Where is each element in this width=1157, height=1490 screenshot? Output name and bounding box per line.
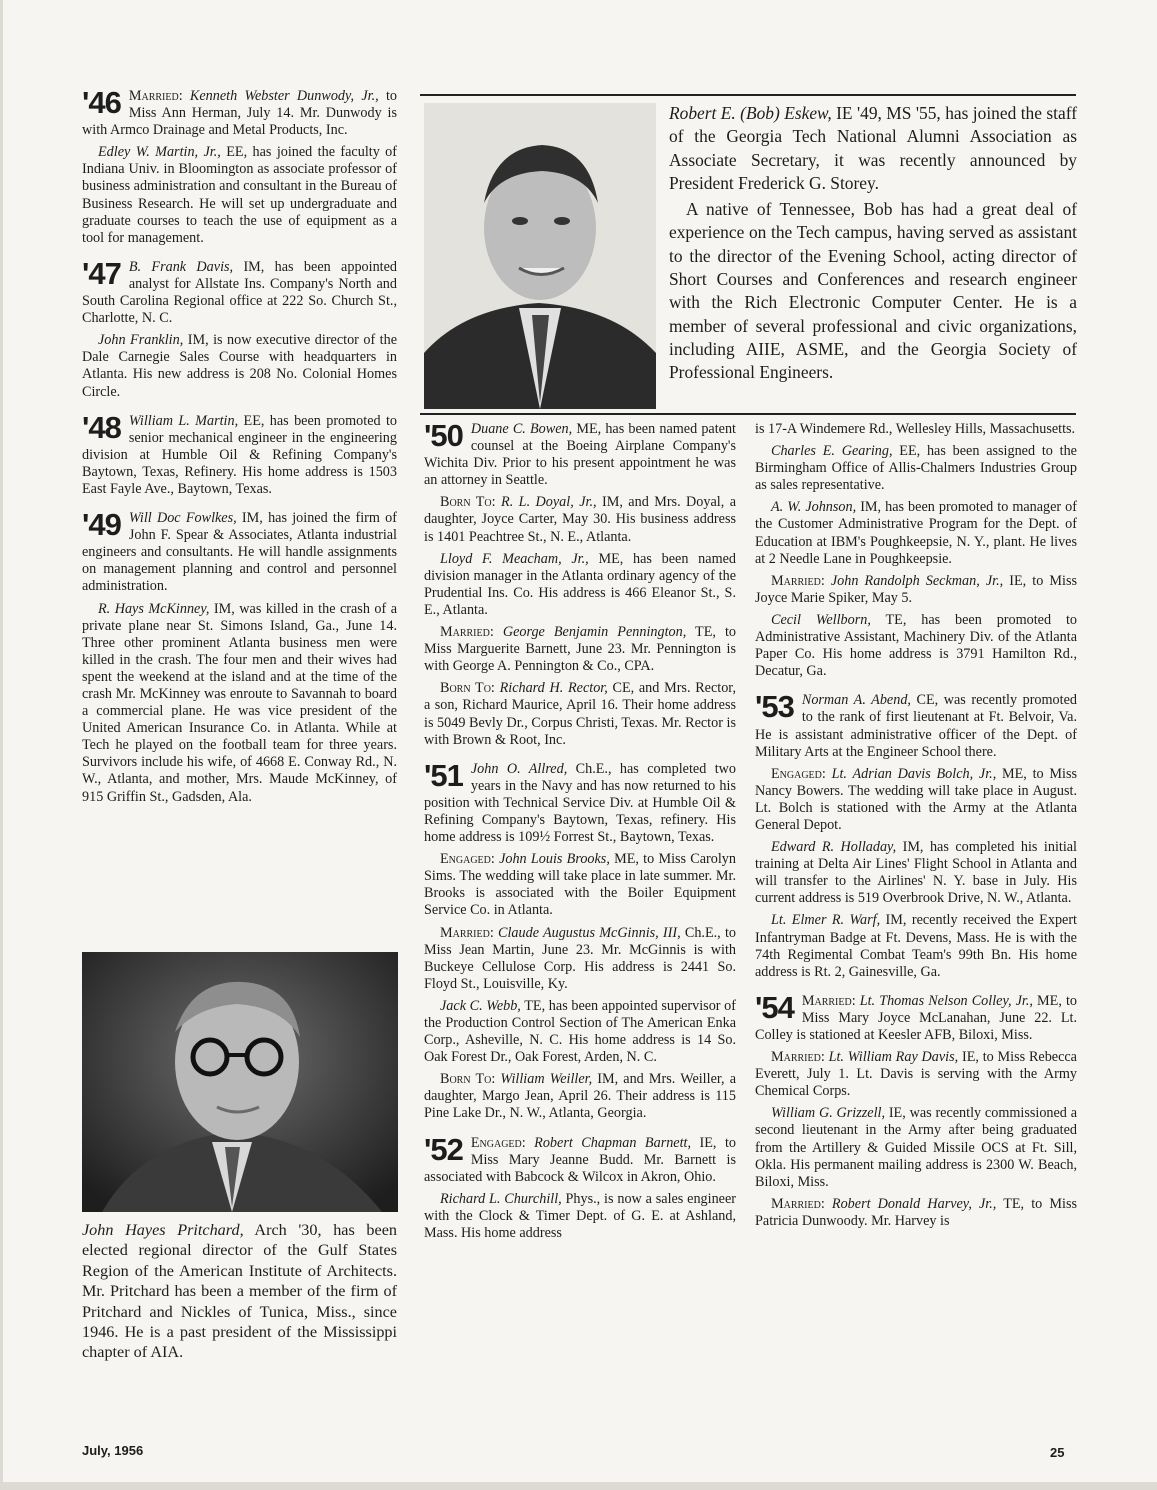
entry-type-label: Married:: [771, 1049, 825, 1066]
entry-text: CE, and Mrs. Rector, a son, Richard Maurice, April 16. Their home address is 5049 Bevly Dr., Corpus Christi, Texas. Mr. Rector is with Brown & Root, Inc.: [424, 680, 736, 748]
entry-type-label: Born To:: [440, 494, 496, 511]
person-name: William L. Martin,: [128, 412, 239, 429]
entry-text: ME, to Miss Mary Joyce McLanahan, June 22. Lt. Colley is stationed at Keesler AFB, Biloxi, Miss.: [755, 992, 1077, 1043]
entry-text: IE, to Miss Joyce Marie Spiker, May 5.: [755, 572, 1077, 606]
class-year: '49: [82, 507, 121, 543]
entry-text: IM, was killed in the crash of a private plane near St. Simons Island, Ga., June 14. Three other prominent Atlanta business men were killed in the crash. The four men and their wives had spent the weekend at the island and at the time of the crash Mr. McKinney was enroute to Savannah to board a commercial plane. He was vice president of the United American Insurance Co. in Atlanta. While at Tech he played on the football team for three years. Survivors include his wife, of 4668 E. Conway Rd., N. W., Atlanta, and mother, Mrs. Maude McKinney, of 915 Griffin St., Gadsden, Ala.: [82, 600, 397, 805]
entry-text: IM, has completed his initial training at Delta Air Lines' Flight School in Atlanta and will transfer to the Airlines' N. Y. base in July. His current address is 519 Overbrook Drive, N. W., Atlanta.: [755, 839, 1078, 907]
class-year: '50: [424, 418, 463, 453]
entry-paragraph: [424, 418, 736, 489]
entry-text: A native of Tennessee, Bob has had a great deal of experience on the Tech campus, having served as assistant to the director of the Evening School, acting director of Short Courses and Conferences and research engineer with the Rich Electronic Computer Center. He is a member of several professional and civic organizations, including AIIE, ASME, and the Georgia Society of Professional Engineers.: [669, 199, 1077, 383]
entry-type-label: Married:: [128, 88, 183, 104]
person-name: Richard H. Rector,: [494, 680, 608, 697]
page-bottom-edge: [0, 1482, 1157, 1490]
entry-type-label: Engaged:: [470, 1134, 526, 1151]
person-name: Robert Donald Harvey, Jr.,: [824, 1195, 997, 1212]
person-name: Cecil Wellborn,: [771, 611, 871, 628]
entry-type-label: Married:: [440, 924, 494, 941]
person-name: Kenneth Webster Dunwody, Jr.,: [182, 88, 379, 104]
person-name: Claude Augustus McGinnis, III,: [493, 924, 681, 941]
entry-paragraph: [755, 443, 1077, 494]
entry-paragraph: [424, 851, 736, 919]
class-year-entry: [82, 85, 398, 247]
class-year-entry: [424, 1131, 736, 1243]
entry-paragraph: [424, 998, 736, 1066]
entry-paragraph: [755, 499, 1077, 567]
person-name: Charles E. Gearing,: [771, 443, 893, 460]
person-name: Lt. Thomas Nelson Colley, Jr.,: [855, 992, 1033, 1009]
person-name: Robert Chapman Barnett,: [525, 1134, 692, 1151]
person-name: Lt. William Ray Davis,: [824, 1049, 959, 1066]
eskew-photo: [424, 103, 656, 409]
entry-text: IM, is now executive director of the Dale Carnegie Sales Course with headquarters in Atlanta. His new address is 208 No. Colonial Homes Circle.: [82, 332, 398, 400]
person-name: B. Frank Davis,: [128, 258, 234, 275]
pritchard-photo: [82, 952, 398, 1212]
portrait-illustration: [82, 952, 398, 1212]
entry-text: Arch '30, has been elected regional director of the Gulf States Region of the American Institute of Architects. Mr. Pritchard has been a member of the firm of Pritchard and Nickles of Tunica, Miss., since 1946. He is a past president of the Mississippi chapter of AIA.: [82, 1221, 397, 1362]
person-name: John Franklin,: [98, 332, 184, 349]
entry-text: IM, has been promoted to manager of the Customer Administrative Program for the Dept. of Education at IBM's Poughkeepsie, N. Y., plant. He lives at 2 Needle Lane in Poughkeepsie.: [755, 499, 1078, 567]
person-name: Lt. Elmer R. Warf,: [771, 912, 881, 929]
eskew-feature: [669, 102, 1077, 388]
person-name: A. W. Johnson,: [771, 499, 857, 516]
entry-text: EE, has been promoted to senior mechanical engineer in the engineering division at Humble Oil & Refining Company's Baytown, Texas, Refinery. His home address is 1503 East Fayle Ave., Baytown, Texas.: [82, 412, 398, 497]
class-year: '53: [755, 689, 794, 725]
feature-bottom-rule: [420, 413, 1076, 415]
person-name: R. L. Doyal, Jr.,: [495, 494, 597, 511]
left-column: [82, 85, 398, 818]
entry-text: ME, to Miss Carolyn Sims. The wedding will take place in late summer. Mr. Brooks is associated with the Boiler Equipment Service Co. in Atlanta.: [424, 851, 736, 919]
class-year-entry: [82, 507, 398, 806]
entry-text: TE, to Miss Patricia Dunwoody. Mr. Harvey is: [755, 1195, 1077, 1229]
entry-text: IE '49, MS '55, has joined the staff of the Georgia Tech National Alumni Association as Associate Secretary, it was recently announced by President Frederick G. Storey.: [669, 103, 1077, 193]
entry-text: IM, has been appointed analyst for Allstate Ins. Company's North and South Carolina Regional office at 222 So. Church St., Charlotte, N. C.: [82, 258, 397, 327]
feature-paragraph: [669, 198, 1077, 384]
person-name: Duane C. Bowen,: [470, 421, 573, 437]
class-year-entry: [82, 409, 398, 498]
entry-paragraph: [82, 507, 398, 595]
class-year-entry: [82, 255, 398, 401]
entry-text: IE, to Miss Mary Jeanne Budd. Mr. Barnett is associated with Babcock & Wilcox in Akron, Ohio.: [424, 1134, 736, 1185]
entry-text: IM, has joined the firm of John F. Spear & Associates, Atlanta industrial engineers and consultants. He will handle assignments on management planning and control and personnel administration.: [82, 510, 398, 595]
entry-paragraph: [82, 144, 397, 247]
entry-paragraph: [755, 912, 1077, 980]
entry-paragraph: [424, 494, 736, 545]
person-name: Robert E. (Bob) Eskew,: [669, 103, 832, 123]
entry-paragraph: [82, 255, 397, 327]
entry-text: to Miss Ann Herman, July 14. Mr. Dunwody is with Armco Drainage and Metal Products, Inc.: [82, 88, 397, 139]
entry-paragraph: [424, 624, 736, 675]
entry-paragraph: [424, 925, 736, 993]
entry-paragraph: [755, 1196, 1077, 1230]
entry-type-label: Married:: [771, 572, 825, 589]
entry-paragraph: [755, 421, 1077, 438]
person-name: R. Hays McKinney,: [98, 600, 210, 617]
entry-paragraph: [755, 1049, 1077, 1100]
caption-paragraph: [82, 1220, 397, 1363]
class-year: '46: [82, 85, 121, 120]
right-column: [755, 421, 1077, 1242]
entry-paragraph: [424, 1071, 736, 1122]
portrait-illustration: [424, 103, 656, 409]
page-left-edge: [0, 0, 3, 1490]
class-year-entry: [424, 757, 736, 1123]
entry-type-label: Married:: [801, 992, 856, 1009]
entry-paragraph: [755, 989, 1077, 1044]
class-year: '48: [82, 409, 121, 445]
person-name: William Weiller,: [495, 1071, 593, 1088]
entry-text: Ch.E., has completed two years in the Navy and has now returned to his position with Technical Service Div. at Humble Oil & Refining Company's Baytown, Texas, refinery. His home address is 109½ Forrest St., Baytown, Texas.: [424, 760, 736, 846]
entry-text: IE, was recently commissioned a second lieutenant in the Army after being graduated from the Artillery & Guided Missile OCS at Ft. Sill, Okla. His permanent mailing address is 2300 W. Beach, Biloxi, Miss.: [755, 1105, 1078, 1190]
entry-text: ME, to Miss Nancy Bowers. The wedding will take place in August. Lt. Bolch is stationed with the Army at the Atlanta General Depot.: [755, 765, 1077, 833]
class-year: '52: [424, 1131, 463, 1167]
person-name: Richard L. Churchill,: [440, 1190, 562, 1207]
entry-text: IM, and Mrs. Doyal, a daughter, Joyce Carter, May 30. His business address is 1401 Peachtree St., N. E., Atlanta.: [424, 494, 737, 545]
class-year-entry: [755, 689, 1078, 981]
entry-text: is 17-A Windemere Rd., Wellesley Hills, Massachusetts.: [755, 421, 1076, 437]
entry-type-label: Engaged:: [771, 765, 826, 782]
entry-paragraph: [424, 757, 736, 846]
entry-paragraph: [82, 409, 398, 498]
entry-type-label: Born To:: [440, 1071, 496, 1088]
entry-type-label: Engaged:: [440, 851, 495, 868]
class-year: '47: [82, 255, 121, 291]
person-name: John Randolph Seckman, Jr.,: [824, 572, 1004, 589]
entry-paragraph: [755, 612, 1077, 680]
person-name: Lt. Adrian Davis Bolch, Jr.,: [825, 765, 997, 782]
entry-text: EE, has joined the faculty of Indiana Univ. in Bloomington as associate professor of business administration and consultant in the Bureau of Business Research. He will set up undergraduate and graduate courses to teach the use of equipment as a tool for management.: [82, 144, 398, 246]
class-year-entry: [755, 421, 1077, 680]
person-name: Lloyd F. Meacham, Jr.,: [440, 550, 589, 567]
entry-paragraph: [82, 332, 397, 400]
entry-paragraph: [82, 601, 397, 806]
class-year-entry: [755, 989, 1078, 1230]
entry-paragraph: [755, 1105, 1077, 1190]
page-number: 25: [1050, 1445, 1065, 1460]
person-name: Norman A. Abend,: [801, 692, 911, 709]
entry-text: ME, has been named patent counsel at the Boeing Airplane Company's Wichita Div. Prior to his present appointment he was an attorney in Seattle.: [424, 421, 736, 489]
entry-text: Phys., is now a sales engineer with the Clock & Timer Dept. of G. E. at Ashland, Mass. His home address: [424, 1190, 736, 1242]
person-name: Jack C. Webb,: [440, 997, 521, 1014]
class-year-entry: [424, 418, 737, 749]
entry-type-label: Married:: [440, 624, 494, 641]
entry-text: IM, recently received the Expert Infantryman Badge at Ft. Devens, Mass. He is with the 74th Regimental Combat Team's 99th Bn. His home address is Rt. 2, Gainesville, Ga.: [755, 912, 1077, 980]
entry-paragraph: [424, 551, 736, 619]
entry-type-label: Born To:: [440, 680, 495, 697]
entry-text: CE, was recently promoted to the rank of first lieutenant at Ft. Belvoir, Va. He is assistant administrative officer of the Dept. of Military Arts at the Engineer School there.: [755, 692, 1077, 760]
middle-column: [424, 418, 737, 1254]
entry-paragraph: [755, 573, 1077, 607]
person-name: John Hayes Pritchard,: [82, 1221, 244, 1239]
entry-type-label: Married:: [771, 1195, 825, 1212]
person-name: Will Doc Fowlkes,: [128, 510, 237, 527]
person-name: Edward R. Holladay,: [771, 839, 897, 856]
entry-paragraph: [424, 1131, 736, 1186]
feature-paragraph: [669, 102, 1077, 195]
person-name: Edley W. Martin, Jr.,: [98, 144, 221, 161]
entry-paragraph: [755, 689, 1077, 760]
person-name: George Benjamin Pennington,: [493, 624, 687, 641]
entry-text: TE, to Miss Marguerite Barnett, June 23. Mr. Pennington is with George A. Pennington & Co., CPA.: [424, 624, 736, 675]
class-year: '54: [755, 989, 794, 1025]
feature-top-rule: [420, 94, 1076, 96]
entry-text: IM, and Mrs. Weiller, a daughter, Margo Jean, April 26. Their address is 115 Pine Lake Dr., N. W., Atlanta, Georgia.: [424, 1071, 736, 1122]
class-year: '51: [424, 757, 463, 793]
person-name: John Louis Brooks,: [494, 851, 610, 868]
entry-text: ME, has been named division manager in the Atlanta ordinary agency of the Prudential Ins. Co. His address is 466 Eleanor St., S. E., Atlanta.: [424, 550, 737, 618]
person-name: William G. Grizzell,: [771, 1105, 886, 1122]
entry-paragraph: [82, 85, 397, 139]
entry-paragraph: [755, 839, 1077, 907]
entry-text: TE, has been promoted to Administrative Assistant, Machinery Div. of the Atlanta Paper Co. His home address is 3791 Hamilton Rd., Decatur, Ga.: [755, 611, 1077, 680]
footer-date: July, 1956: [82, 1443, 144, 1458]
person-name: John O. Allred,: [470, 760, 568, 777]
entry-paragraph: [424, 680, 736, 748]
entry-paragraph: [755, 766, 1077, 834]
entry-paragraph: [424, 1191, 736, 1242]
entry-text: IE, to Miss Rebecca Everett, July 1. Lt. Davis is serving with the Army Chemical Corps.: [755, 1049, 1077, 1100]
entry-text: TE, has been appointed supervisor of the Production Control Section of The American Enka Corp., Asheville, N. C. His home address is 14 So. Oak Forest Dr., Oak Forest, Arden, N. C.: [424, 997, 736, 1066]
entry-text: Ch.E., to Miss Jean Martin, June 23. Mr. McGinnis is with Buckeye Cellulose Corp. His address is 2441 So. Floyd St., Louisville, Ky.: [424, 924, 736, 992]
pritchard-caption: [82, 1220, 397, 1368]
entry-text: EE, has been assigned to the Birmingham Office of Allis-Chalmers Industries Group as sales representative.: [755, 443, 1077, 494]
